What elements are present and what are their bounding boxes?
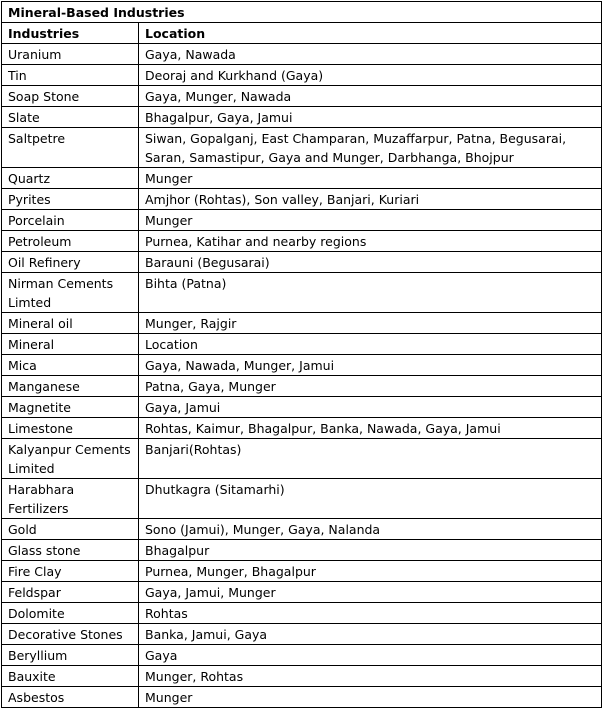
industry-cell: Mineral	[2, 334, 139, 355]
table-row	[2, 65, 602, 86]
industry-cell: Asbestos	[2, 687, 139, 708]
industry-cell: Manganese	[2, 376, 139, 397]
table-body	[2, 2, 602, 708]
location-cell: Amjhor (Rohtas), Son valley, Banjari, Kuriari	[139, 189, 602, 210]
table-row	[2, 519, 602, 540]
industry-cell: Dolomite	[2, 603, 139, 624]
industry-cell: Feldspar	[2, 582, 139, 603]
industry-cell: Oil Refinery	[2, 252, 139, 273]
table-row	[2, 189, 602, 210]
table-row	[2, 273, 602, 313]
location-cell: Sono (Jamui), Munger, Gaya, Nalanda	[139, 519, 602, 540]
industry-cell: Gold	[2, 519, 139, 540]
location-cell: Gaya, Jamui	[139, 397, 602, 418]
industry-cell: Harabhara Fertilizers	[2, 479, 139, 519]
table-row	[2, 334, 602, 355]
header-industries: Industries	[2, 23, 139, 44]
location-cell: Munger, Rajgir	[139, 313, 602, 334]
industry-cell: Soap Stone	[2, 86, 139, 107]
table-title-row	[2, 2, 602, 23]
location-cell: Banjari(Rohtas)	[139, 439, 602, 479]
header-location: Location	[139, 23, 602, 44]
table-row	[2, 687, 602, 708]
location-cell: Munger, Rohtas	[139, 666, 602, 687]
location-cell: Rohtas, Kaimur, Bhagalpur, Banka, Nawada, Gaya, Jamui	[139, 418, 602, 439]
industry-cell: Bauxite	[2, 666, 139, 687]
location-cell: Siwan, Gopalganj, East Champaran, Muzaffarpur, Patna, Begusarai, Saran, Samastipur, Gaya and Munger, Darbhanga, Bhojpur	[139, 128, 602, 168]
table-row	[2, 439, 602, 479]
location-cell: Bihta (Patna)	[139, 273, 602, 313]
location-cell: Banka, Jamui, Gaya	[139, 624, 602, 645]
location-cell: Gaya, Jamui, Munger	[139, 582, 602, 603]
location-cell: Gaya	[139, 645, 602, 666]
location-cell: Bhagalpur	[139, 540, 602, 561]
industry-cell: Decorative Stones	[2, 624, 139, 645]
table-title: Mineral-Based Industries	[2, 2, 602, 23]
industry-cell: Limestone	[2, 418, 139, 439]
table-row	[2, 376, 602, 397]
location-cell: Gaya, Munger, Nawada	[139, 86, 602, 107]
table-row	[2, 355, 602, 376]
table-row	[2, 168, 602, 189]
table-row	[2, 44, 602, 65]
industry-cell: Tin	[2, 65, 139, 86]
table-row	[2, 540, 602, 561]
location-cell: Munger	[139, 168, 602, 189]
industry-cell: Mineral oil	[2, 313, 139, 334]
table-row	[2, 479, 602, 519]
table-row	[2, 210, 602, 231]
table-row	[2, 231, 602, 252]
table-header-row	[2, 23, 602, 44]
location-cell: Munger	[139, 210, 602, 231]
location-cell: Purnea, Munger, Bhagalpur	[139, 561, 602, 582]
table-row	[2, 313, 602, 334]
mineral-industries-table	[1, 1, 602, 708]
table-row	[2, 624, 602, 645]
location-cell: Bhagalpur, Gaya, Jamui	[139, 107, 602, 128]
table-row	[2, 252, 602, 273]
industry-cell: Glass stone	[2, 540, 139, 561]
location-cell: Munger	[139, 687, 602, 708]
table-row	[2, 86, 602, 107]
location-cell: Location	[139, 334, 602, 355]
industry-cell: Magnetite	[2, 397, 139, 418]
table-row	[2, 128, 602, 168]
industry-cell: Kalyanpur Cements Limited	[2, 439, 139, 479]
industry-cell: Petroleum	[2, 231, 139, 252]
table-row	[2, 666, 602, 687]
table-row	[2, 561, 602, 582]
table-row	[2, 603, 602, 624]
location-cell: Deoraj and Kurkhand (Gaya)	[139, 65, 602, 86]
table-row	[2, 582, 602, 603]
industry-cell: Pyrites	[2, 189, 139, 210]
location-cell: Rohtas	[139, 603, 602, 624]
location-cell: Gaya, Nawada, Munger, Jamui	[139, 355, 602, 376]
industry-cell: Uranium	[2, 44, 139, 65]
industry-cell: Mica	[2, 355, 139, 376]
table-row	[2, 107, 602, 128]
table-row	[2, 645, 602, 666]
table-row	[2, 418, 602, 439]
industry-cell: Fire Clay	[2, 561, 139, 582]
location-cell: Patna, Gaya, Munger	[139, 376, 602, 397]
industry-cell: Porcelain	[2, 210, 139, 231]
location-cell: Barauni (Begusarai)	[139, 252, 602, 273]
industry-cell: Nirman Cements Limted	[2, 273, 139, 313]
table-row	[2, 397, 602, 418]
industry-cell: Quartz	[2, 168, 139, 189]
industry-cell: Saltpetre	[2, 128, 139, 168]
location-cell: Gaya, Nawada	[139, 44, 602, 65]
industry-cell: Beryllium	[2, 645, 139, 666]
location-cell: Dhutkagra (Sitamarhi)	[139, 479, 602, 519]
industry-cell: Slate	[2, 107, 139, 128]
location-cell: Purnea, Katihar and nearby regions	[139, 231, 602, 252]
